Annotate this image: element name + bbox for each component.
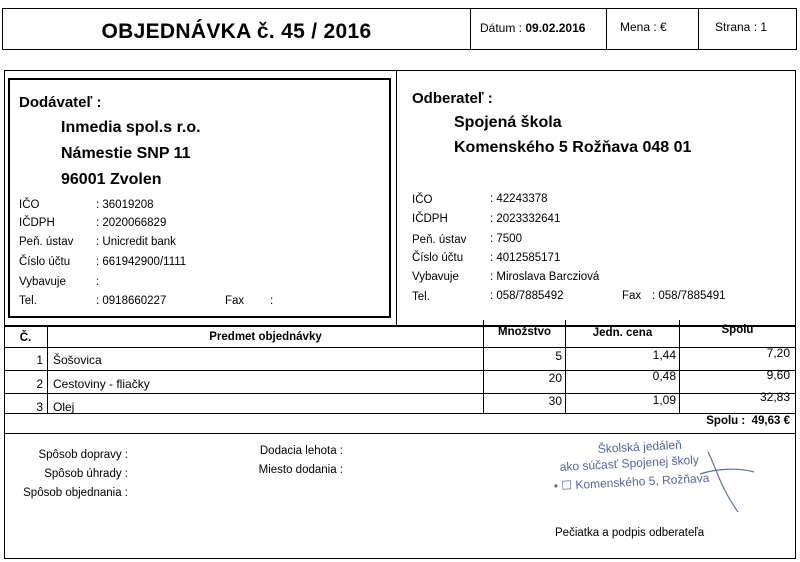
customer-account: 4012585171 bbox=[496, 252, 561, 264]
supplier-heading: Dodávateľ : bbox=[19, 94, 102, 111]
supplier-bank-label: Peň. ústav bbox=[19, 236, 74, 248]
supplier-tel-label: Tel. bbox=[19, 295, 37, 307]
customer-contact: Miroslava Barcziová bbox=[496, 271, 600, 283]
customer-ico-value: : 42243378 bbox=[490, 193, 548, 205]
row-3-total: 32,83 bbox=[759, 390, 790, 404]
row-2-item: Cestoviny - fliačky bbox=[53, 377, 150, 391]
customer-bank-value: : 7500 bbox=[490, 233, 522, 245]
customer-ico-label: IČO bbox=[412, 194, 433, 206]
customer-icdph-value: : 2023332641 bbox=[490, 213, 561, 225]
row-1-item: Šošovica bbox=[53, 353, 102, 367]
svg-text:Školská jedáleň: Školská jedáleň bbox=[597, 437, 683, 456]
customer-tel-label: Tel. bbox=[412, 291, 430, 303]
row-1-no: 1 bbox=[36, 353, 43, 367]
supplier-account-label: Číslo účtu bbox=[19, 256, 71, 268]
row-2-qty: 20 bbox=[548, 371, 562, 385]
supplier-name: Inmedia spol.s r.o. bbox=[61, 119, 201, 136]
customer-name: Spojená škola bbox=[454, 114, 562, 131]
supplier-ico: 36019208 bbox=[102, 199, 154, 211]
customer-contact-label: Vybavuje bbox=[412, 271, 459, 283]
document-title: OBJEDNÁVKA č. 45 / 2016 bbox=[101, 20, 372, 43]
col-header-no: Č. bbox=[19, 332, 32, 344]
supplier-account-value: : 661942900/1111 bbox=[96, 256, 187, 268]
customer-icdph-label: IČDPH bbox=[412, 213, 448, 225]
row-3-no: 3 bbox=[36, 400, 43, 414]
svg-text:• ☐ Komenského 5, Rožňava: • ☐ Komenského 5, Rožňava bbox=[553, 470, 710, 493]
col-header-total: Spolu bbox=[721, 324, 754, 336]
row-1-total: 7,20 bbox=[766, 346, 790, 360]
customer-bank-label: Peň. ústav bbox=[412, 234, 467, 246]
row-2-unit-price: 0,48 bbox=[652, 369, 676, 383]
supplier-fax-label: Fax bbox=[225, 295, 245, 307]
supplier-city: 96001 Zvolen bbox=[61, 171, 162, 188]
row-1-qty: 5 bbox=[555, 349, 562, 363]
currency-label: Mena : bbox=[620, 20, 657, 34]
customer-bank: 7500 bbox=[496, 233, 522, 245]
page-value: 1 bbox=[760, 20, 768, 34]
signature-label: Pečiatka a podpis odberateľa bbox=[555, 527, 705, 539]
customer-icdph: 2023332641 bbox=[496, 213, 561, 225]
supplier-account: 661942900/1111 bbox=[102, 256, 187, 268]
col-header-qty: Množstvo bbox=[497, 326, 552, 338]
customer-address: Komenského 5 Rožňava 048 01 bbox=[454, 139, 692, 156]
col-header-item: Predmet objednávky bbox=[209, 331, 322, 343]
svg-text:ako súčasť Spojenej školy: ako súčasť Spojenej školy bbox=[559, 452, 700, 474]
customer-account-value: : 4012585171 bbox=[490, 252, 561, 264]
customer-ico: 42243378 bbox=[496, 193, 548, 205]
row-2-no: 2 bbox=[36, 377, 43, 391]
customer-tel: 058/7885492 bbox=[496, 290, 564, 302]
supplier-street: Námestie SNP 11 bbox=[61, 145, 191, 162]
currency-value: € bbox=[660, 20, 667, 34]
supplier-bank: Unicredit bank bbox=[102, 236, 176, 248]
order-total-value: 49,63 € bbox=[751, 415, 790, 427]
customer-account-label: Číslo účtu bbox=[412, 252, 464, 264]
supplier-icdph-label: IČDPH bbox=[19, 217, 55, 229]
customer-contact-value: : Miroslava Barcziová bbox=[490, 271, 600, 283]
supplier-tel: 0918660227 bbox=[102, 295, 167, 307]
delivery-term-label: Dodacia lehota : bbox=[259, 445, 343, 457]
supplier-tel-value: : 0918660227 bbox=[96, 295, 167, 307]
customer-fax-label: Fax bbox=[622, 290, 642, 302]
order-total bbox=[600, 415, 790, 427]
order-total-label: Spolu : bbox=[706, 415, 746, 427]
row-3-qty: 30 bbox=[548, 394, 562, 408]
supplier-bank-value: : Unicredit bank bbox=[96, 236, 176, 248]
supplier-contact-label: Vybavuje bbox=[19, 276, 66, 288]
school-stamp bbox=[540, 432, 770, 522]
customer-fax-value: : 058/7885491 bbox=[652, 290, 726, 302]
date-label: Dátum : bbox=[480, 21, 523, 35]
date-value: 09.02.2016 bbox=[525, 21, 586, 35]
supplier-ico-value: : 36019208 bbox=[96, 199, 154, 211]
row-3-item: Olej bbox=[53, 400, 75, 414]
row-3-unit-price: 1,09 bbox=[652, 393, 676, 407]
customer-heading: Odberateľ : bbox=[412, 90, 493, 107]
customer-fax: 058/7885491 bbox=[658, 290, 726, 302]
order-method-label: Spôsob objednania : bbox=[23, 487, 128, 499]
row-2-total: 9,60 bbox=[766, 368, 790, 382]
supplier-contact-value: : bbox=[96, 276, 100, 288]
supplier-icdph-value: : 2020066829 bbox=[96, 217, 167, 229]
page-label: Strana : bbox=[715, 20, 758, 34]
payment-label: Spôsob úhrady : bbox=[44, 468, 128, 480]
delivery-place-label: Miesto dodania : bbox=[258, 464, 343, 476]
customer-tel-value: : 058/7885492 bbox=[490, 290, 564, 302]
row-1-unit-price: 1,44 bbox=[652, 348, 676, 362]
col-header-unit-price: Jedn. cena bbox=[592, 327, 653, 339]
supplier-icdph: 2020066829 bbox=[102, 217, 167, 229]
transport-label: Spôsob dopravy : bbox=[38, 449, 128, 461]
supplier-ico-label: IČO bbox=[19, 199, 40, 211]
supplier-fax-value: : bbox=[270, 295, 274, 307]
